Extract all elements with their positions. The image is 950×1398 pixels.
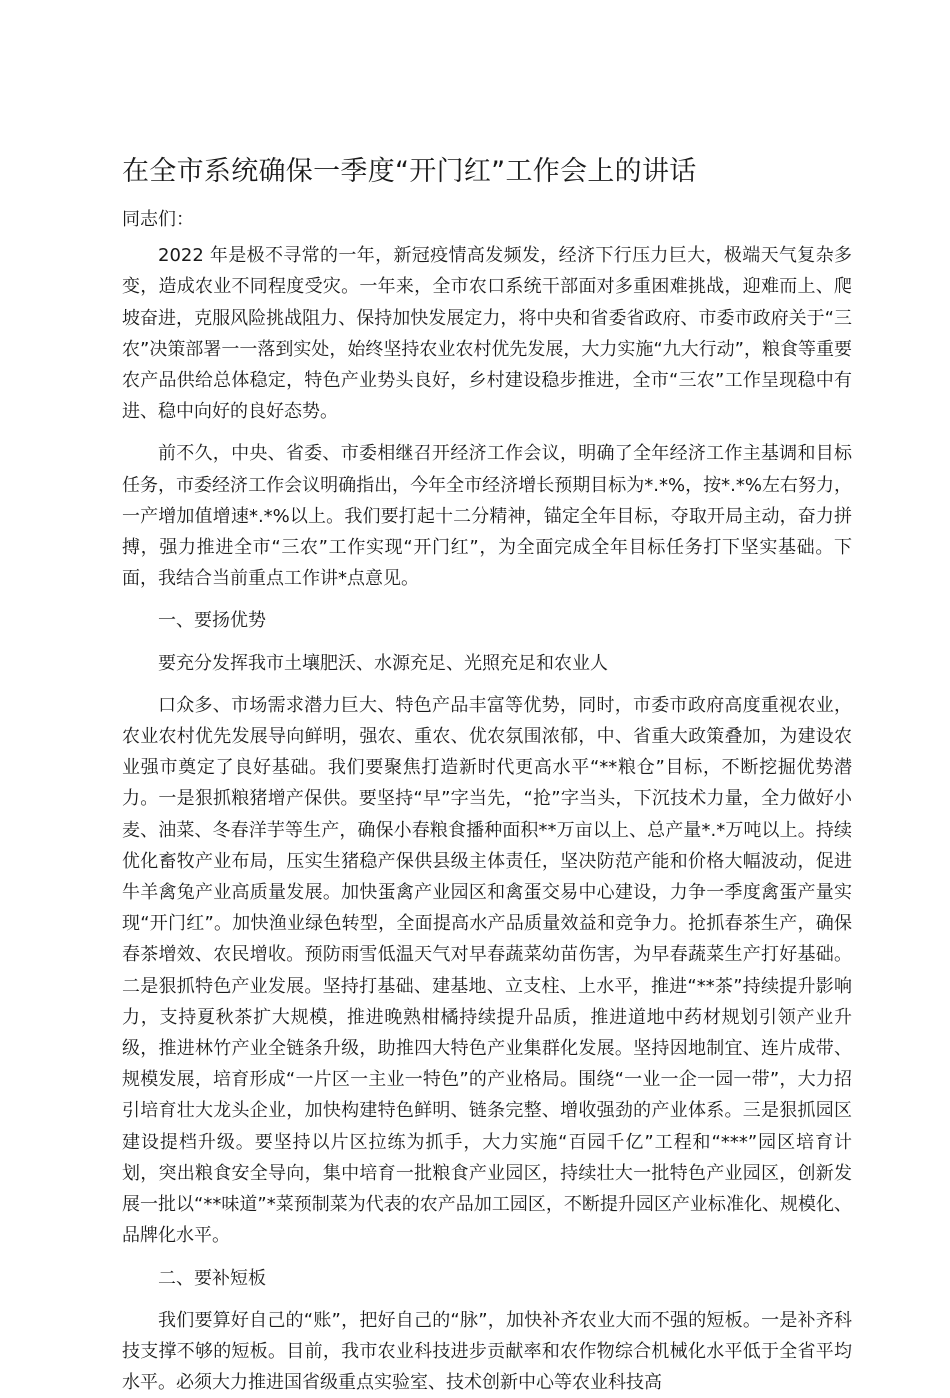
section-2-body: 我们要算好自己的“账”，把好自己的“脉”，加快补齐农业大而不强的短板。一是补齐科技支撑不够的短板。目前，我市农业科技进步贡献率和农作物综合机械化水平低于全省平均水平。必须大力推进国省级重点实验室、技术创新中心等农业科技高 [122, 1309, 852, 1394]
section-1-lead: 要充分发挥我市土壤肥沃、水源充足、光照充足和农业人 [158, 652, 608, 674]
document-title: 在全市系统确保一季度“开门红”工作会上的讲话 [122, 156, 697, 187]
paragraph-goals: 前不久，中央、省委、市委相继召开经济工作会议，明确了全年经济工作主基调和目标任务，市委经济工作会议明确指出，今年全市经济增长预期目标为*.*%，按*.*%左右努力，一产增加值增速*.*%以上。我们要打起十二分精神，锚定全年目标，夺取开局主动，奋力拼搏，强力推进全市“三农”工作实现“开门红”，为全面完成全年目标任务打下坚实基础。下面，我结合当前重点工作讲*点意见。 [122, 443, 852, 590]
salutation: 同志们： [122, 209, 194, 230]
section-heading-1: 一、要扬优势 [158, 610, 266, 632]
paragraph-intro: 2022 年是极不寻常的一年，新冠疫情高发频发，经济下行压力巨大，极端天气复杂多变，造成农业不同程度受灾。一年来，全市农口系统干部面对多重困难挑战，迎难而上、爬坡奋进，克服风险挑战阻力、保持加快发展定力，将中央和省委省政府、市委市政府关于“三农”决策部署一一落到实处，始终坚持农业农村优先发展，大力实施“九大行动”，粮食等重要农产品供给总体稳定，特色产业势头良好，乡村建设稳步推进，全市“三农”工作呈现稳中有进、稳中向好的良好态势。 [122, 245, 852, 423]
section-heading-2: 二、要补短板 [158, 1267, 266, 1289]
document-body [122, 204, 852, 1398]
section-1-body: 口众多、市场需求潜力巨大、特色产品丰富等优势，同时，市委市政府高度重视农业，农业农村优先发展导向鲜明，强农、重农、优农氛围浓郁，中、省重大政策叠加，为建设农业强市奠定了良好基础。我们要聚焦打造新时代更高水平“**粮仓”目标，不断挖掘优势潜力。一是狠抓粮猪增产保供。要坚持“早”字当先，“抢”字当头，下沉技术力量，全力做好小麦、油菜、冬春洋芋等生产，确保小春粮食播种面积**万亩以上、总产量*.*万吨以上。持续优化畜牧产业布局，压实生猪稳产保供县级主体责任，坚决防范产能和价格大幅波动，促进牛羊禽兔产业高质量发展。加快蛋禽产业园区和禽蛋交易中心建设，力争一季度禽蛋产量实现“开门红”。加快渔业绿色转型，全面提高水产品质量效益和竞争力。抢抓春茶生产，确保春茶增效、农民增收。预防雨雪低温天气对早春蔬菜幼苗伤害，为早春蔬菜生产打好基础。二是狠抓特色产业发展。坚持打基础、建基地、立支柱、上水平，推进“**茶”持续提升影响力，支持夏秋茶扩大规模，推进晚熟柑橘持续提升品质，推进道地中药材规划引领产业升级，推进林竹产业全链条升级，助推四大特色产业集群化发展。坚持因地制宜、连片成带、规模发展，培育形成“一片区一主业一特色”的产业格局。围绕“一业一企一园一带”，大力招引培育壮大龙头企业，加快构建特色鲜明、链条完整、增收强劲的产业体系。三是狠抓园区建设提档升级。要坚持以片区拉练为抓手，大力实施“百园千亿”工程和“***”园区培育计划，突出粮食安全导向，集中培育一批粮食产业园区，持续壮大一批特色产业园区，创新发展一批以“**味道”*菜预制菜为代表的农产品加工园区，不断提升园区产业标准化、规模化、品牌化水平。 [122, 694, 852, 1247]
